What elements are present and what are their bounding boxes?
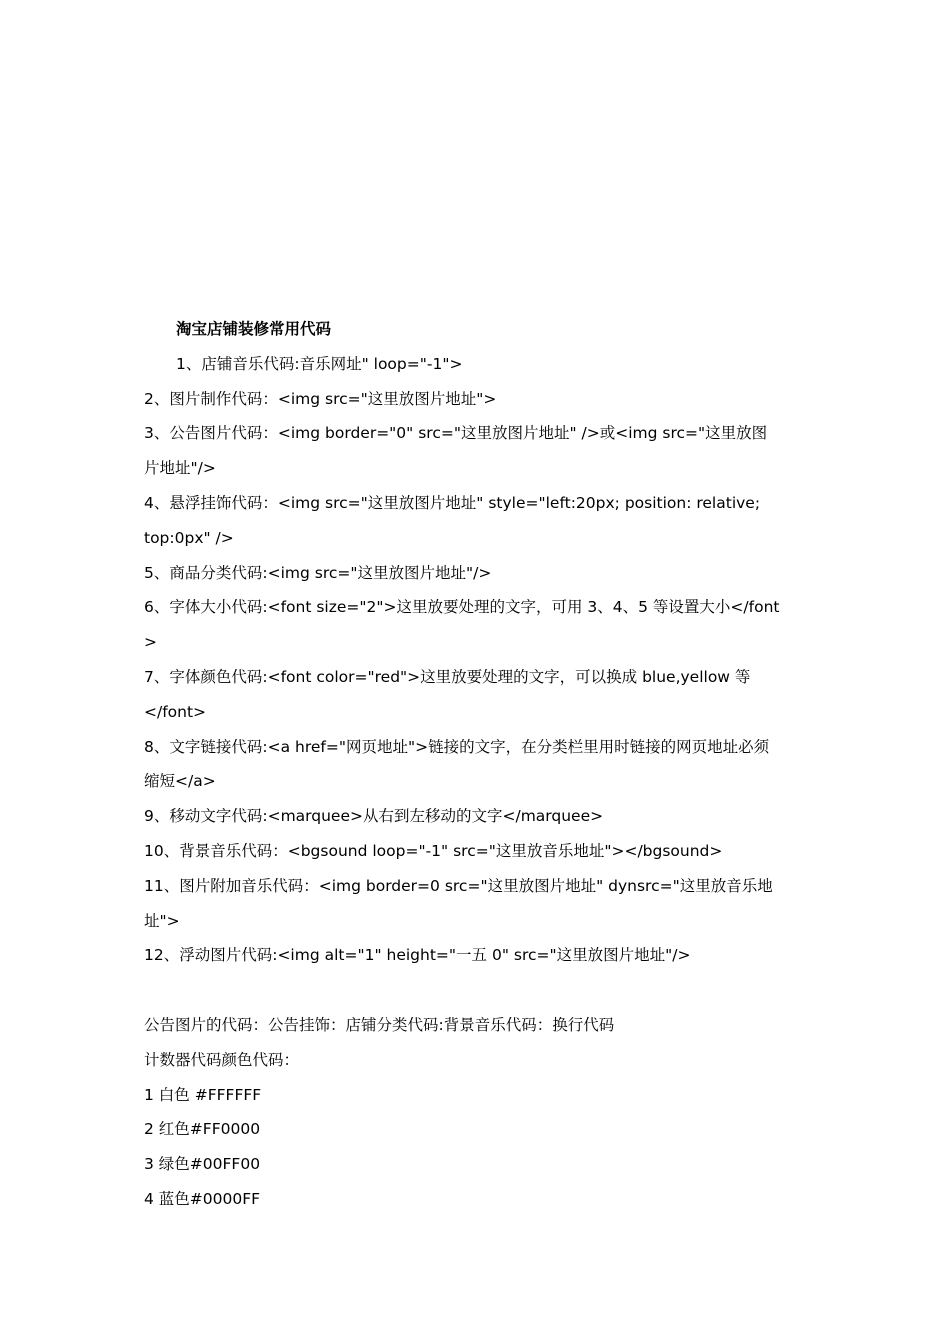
code-line-7b: </font> xyxy=(144,702,207,721)
color-code-green: 3 绿色#00FF00 xyxy=(144,1155,261,1174)
code-line-1: 1、店铺音乐代码:音乐网址" loop="-1"> xyxy=(176,354,463,373)
color-code-heading: 计数器代码颜色代码： xyxy=(144,1050,300,1069)
code-line-6b: > xyxy=(144,633,157,652)
document-body xyxy=(144,312,808,1217)
paragraph-spacer xyxy=(144,973,808,1008)
color-code-red: 2 红色#FF0000 xyxy=(144,1120,261,1139)
code-line-10: 10、背景音乐代码：<bgsound loop="-1" src="这里放音乐地址"></bgsound> xyxy=(144,841,723,860)
code-line-11a: 11、图片附加音乐代码：<img border=0 src="这里放图片地址" dynsrc="这里放音乐地 xyxy=(144,876,773,895)
code-line-5: 5、商品分类代码:<img src="这里放图片地址"/> xyxy=(144,563,492,582)
code-line-3b: 片地址"/> xyxy=(144,459,216,478)
code-line-4a: 4、悬浮挂饰代码：<img src="这里放图片地址" style="left:20px; position: relative; xyxy=(144,493,761,512)
code-line-4b: top:0px" /> xyxy=(144,528,234,547)
code-line-6a: 6、字体大小代码:<font size="2">这里放要处理的文字，可用 3、4、5 等设置大小</font xyxy=(144,598,780,617)
color-code-white: 1 白色 #FFFFFF xyxy=(144,1085,262,1104)
code-line-8b: 缩短</a> xyxy=(144,772,216,791)
summary-line: 公告图片的代码：公告挂饰：店铺分类代码:背景音乐代码：换行代码 xyxy=(144,1015,615,1034)
code-line-11b: 址"> xyxy=(144,911,180,930)
code-line-9: 9、移动文字代码:<marquee>从右到左移动的文字</marquee> xyxy=(144,807,604,826)
document-title: 淘宝店铺装修常用代码 xyxy=(176,320,332,338)
code-line-8a: 8、文字链接代码:<a href="网页地址">链接的文字，在分类栏里用时链接的网页地址必须 xyxy=(144,737,770,756)
code-line-3a: 3、公告图片代码：<img border="0" src="这里放图片地址" />或<img src="这里放图 xyxy=(144,424,768,443)
code-line-7a: 7、字体颜色代码:<font color="red">这里放要处理的文字，可以换成 blue,yellow 等 xyxy=(144,667,751,686)
code-line-12: 12、浮动图片代码:<img alt="1" height="一五 0" src="这里放图片地址"/> xyxy=(144,946,691,965)
color-code-blue: 4 蓝色#0000FF xyxy=(144,1189,261,1208)
code-line-2: 2、图片制作代码：<img src="这里放图片地址"> xyxy=(144,389,497,408)
